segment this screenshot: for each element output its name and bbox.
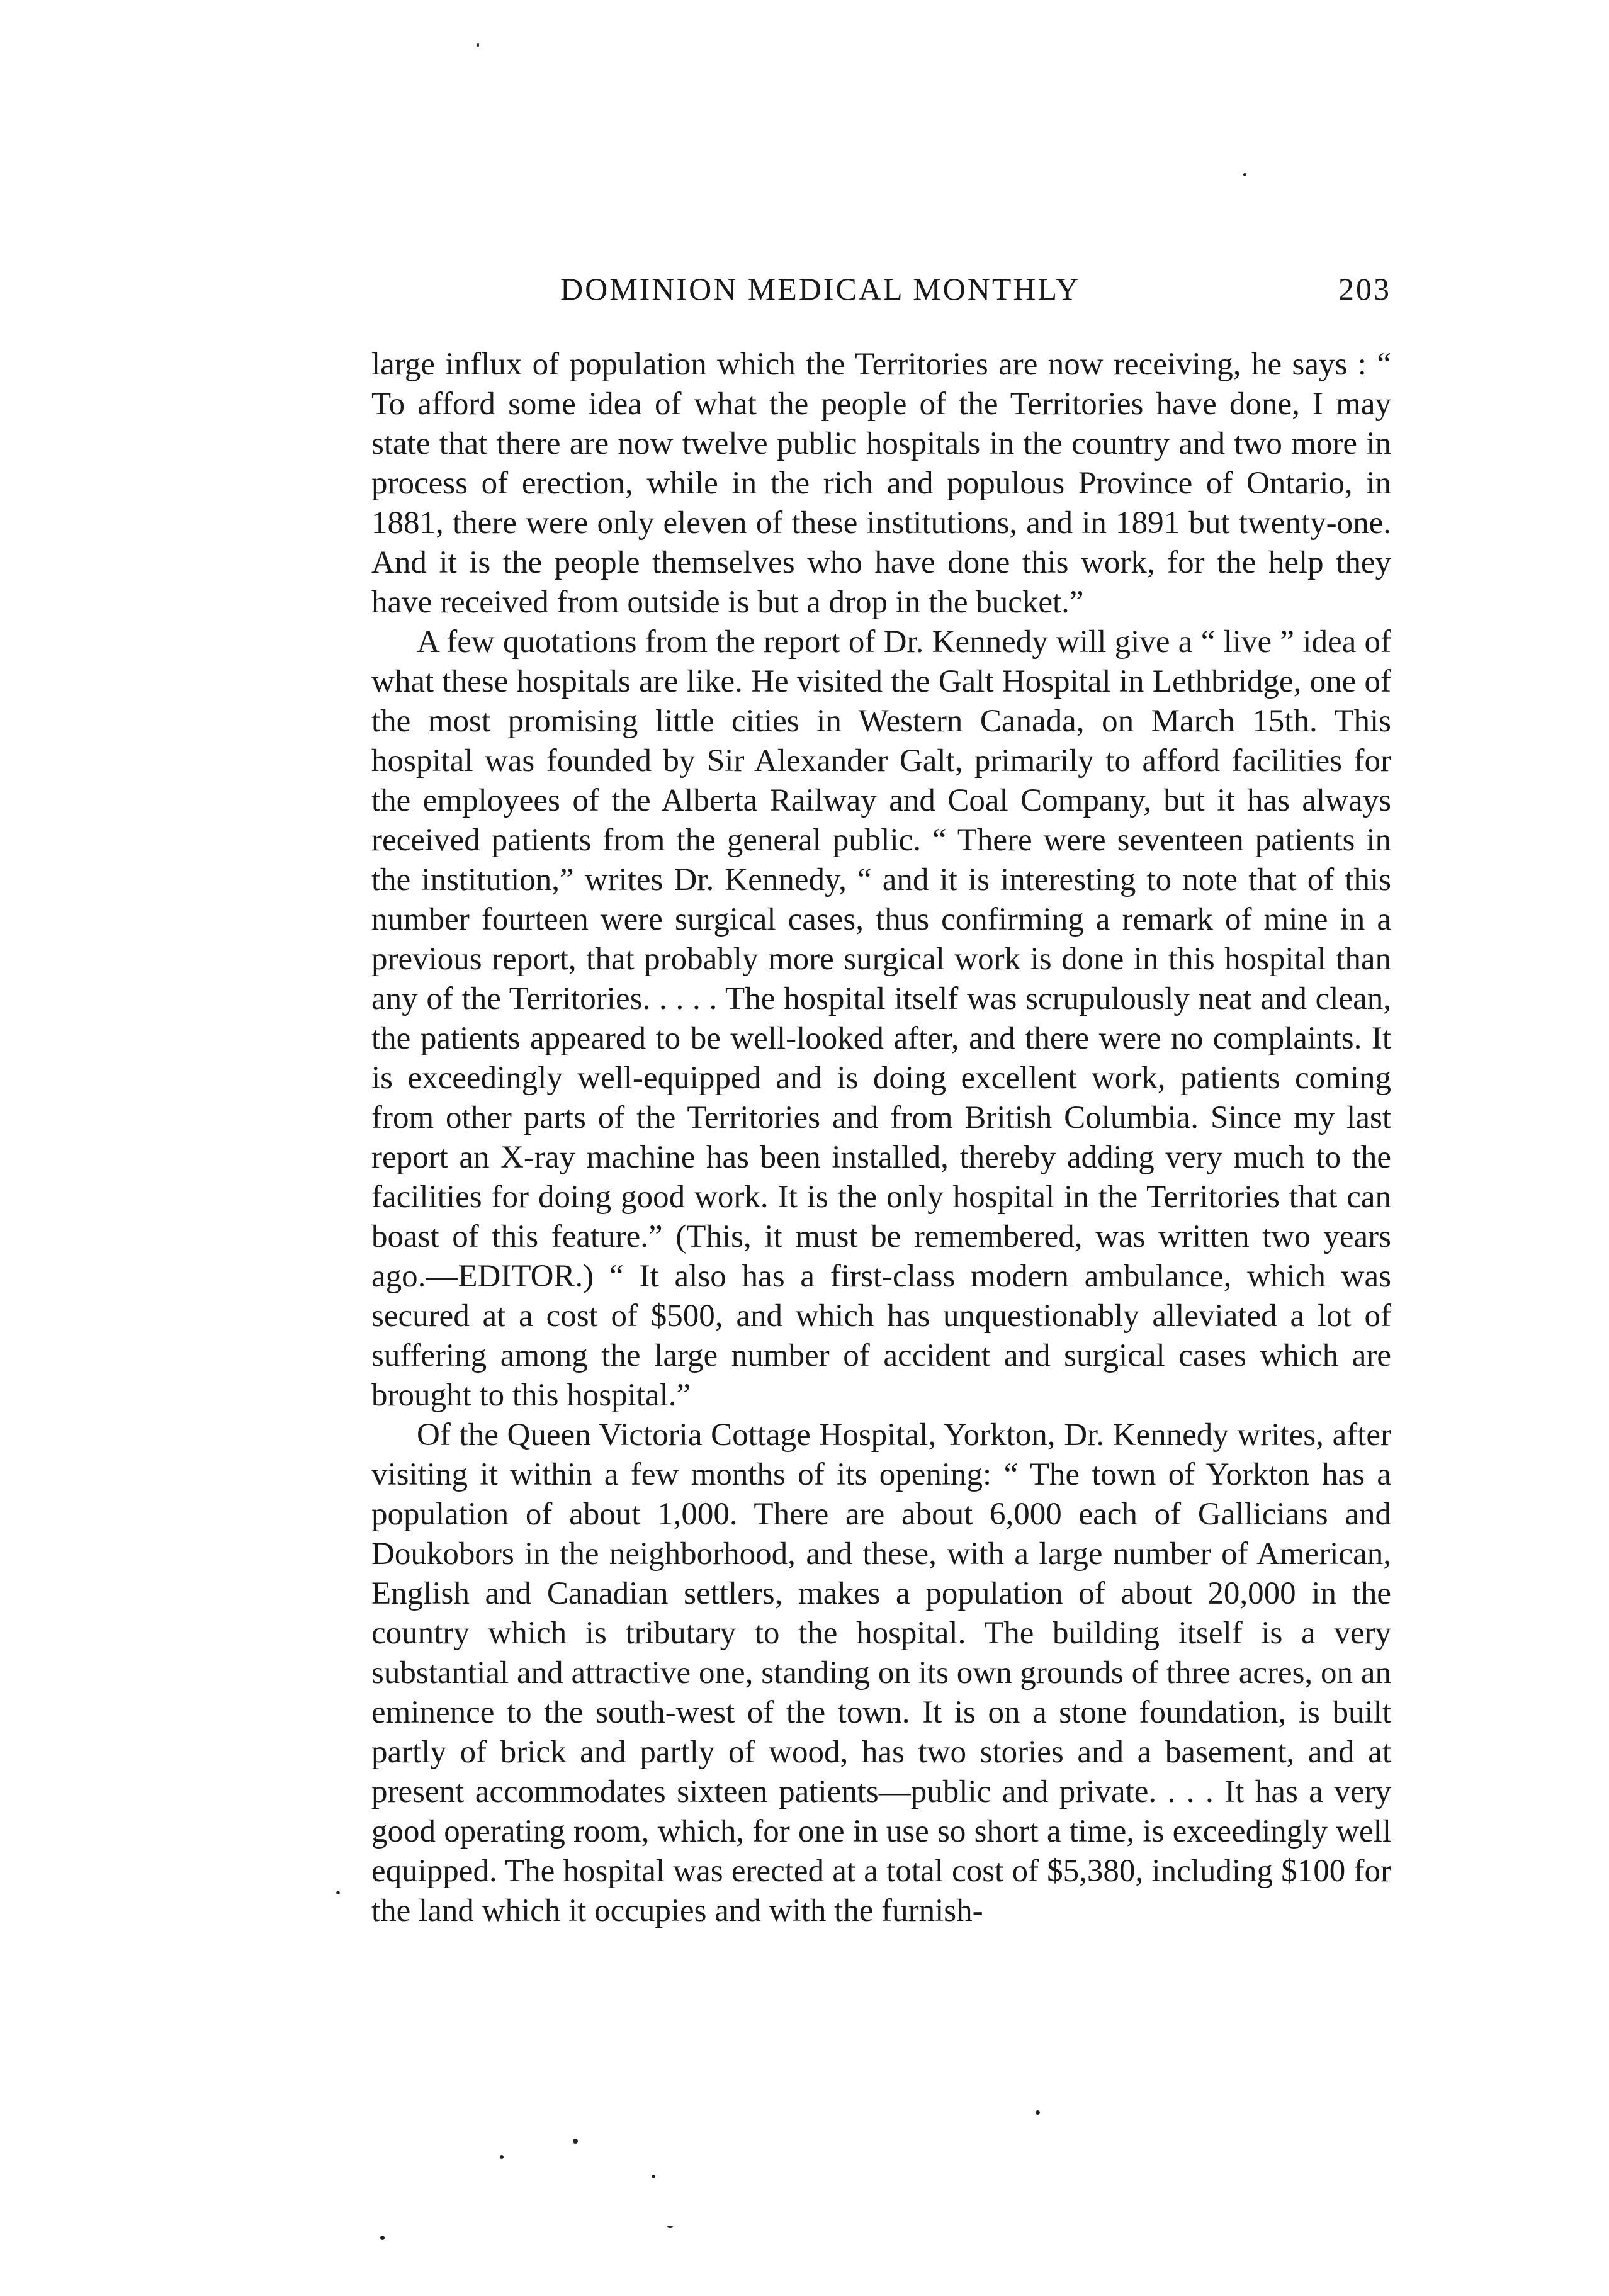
paragraph-continued: large influx of population which the Territories are now receiving, he says : “ To afford some idea of what the people of the Territories have done, I may state that there are now twelve public hospitals in the country and two more in process of erection, while in the rich and populous Province of Ontario, in 1881, there were only eleven of these institutions, and in 1891 but twenty-one. And it is the people themselves who have done this work, for the help they have received from outside is but a drop in the bucket.”	[371, 347, 1391, 620]
body-text	[371, 345, 1391, 1931]
paragraph-yorkton-hospital: Of the Queen Victoria Cottage Hospital, Yorkton, Dr. Kennedy writes, after visiting it within a few months of its opening: “ The town of Yorkton has a population of about 1,000. There are about 6,000 each of Gallicians and Doukobors in the neighborhood, and these, with a large number of American, English and Canadian settlers, makes a population of about 20,000 in the country which is tributary to the hospital. The building itself is a very substantial and attractive one, standing on its own grounds of three acres, on an eminence to the south-west of the town. It is on a stone foundation, is built partly of brick and partly of wood, has two stories and a basement, and at present accommodates sixteen patients—public and private. . . . It has a very good operating room, which, for one in use so short a time, is exceedingly well equipped. The hospital was erected at a total cost of $5,380, including $100 for the land which it occupies and with the furnish-	[371, 1417, 1391, 1928]
scan-speck	[477, 43, 479, 47]
paragraph-galt-hospital: A few quotations from the report of Dr. Kennedy will give a “ live ” idea of what these hospitals are like. He visited the Galt Hospital in Lethbridge, one of the most promising little cities in Western Canada, on March 15th. This hospital was founded by Sir Alexander Galt, primarily to afford facilities for the employees of the Alberta Railway and Coal Company, but it has always received patients from the general public. “ There were seventeen patients in the institution,” writes Dr. Kennedy, “ and it is interesting to note that of this number fourteen were surgical cases, thus confirming a remark of mine in a previous report, that probably more surgical work is done in this hospital than any of the Territories. . . . . The hospital itself was scrupulously neat and clean, the patients appeared to be well-looked after, and there were no complaints. It is exceedingly well-equipped and is doing excellent work, patients coming from other parts of the Territories and from British Columbia. Since my last report an X-ray machine has been installed, thereby adding very much to the facilities for doing good work. It is the only hospital in the Territories that can boast of this feature.” (This, it must be remembered, was written two years ago.—EDITOR.) “ It also has a first-class modern ambulance, which was secured at a cost of $500, and which has unquestionably alleviated a lot of suffering among the large number of accident and surgical cases which are brought to this hospital.”	[371, 624, 1391, 1413]
scan-speck	[500, 2155, 504, 2159]
scan-speck	[573, 2139, 578, 2144]
page-number: 203	[1338, 271, 1391, 307]
scan-speck	[380, 2236, 385, 2240]
scan-speck	[667, 2226, 673, 2228]
scan-speck	[1243, 173, 1246, 176]
running-title: DOMINION MEDICAL MONTHLY	[560, 271, 1081, 307]
scan-speck	[336, 1891, 340, 1894]
scan-speck	[652, 2175, 655, 2178]
running-header	[371, 271, 1391, 321]
scan-speck	[1036, 2110, 1040, 2115]
